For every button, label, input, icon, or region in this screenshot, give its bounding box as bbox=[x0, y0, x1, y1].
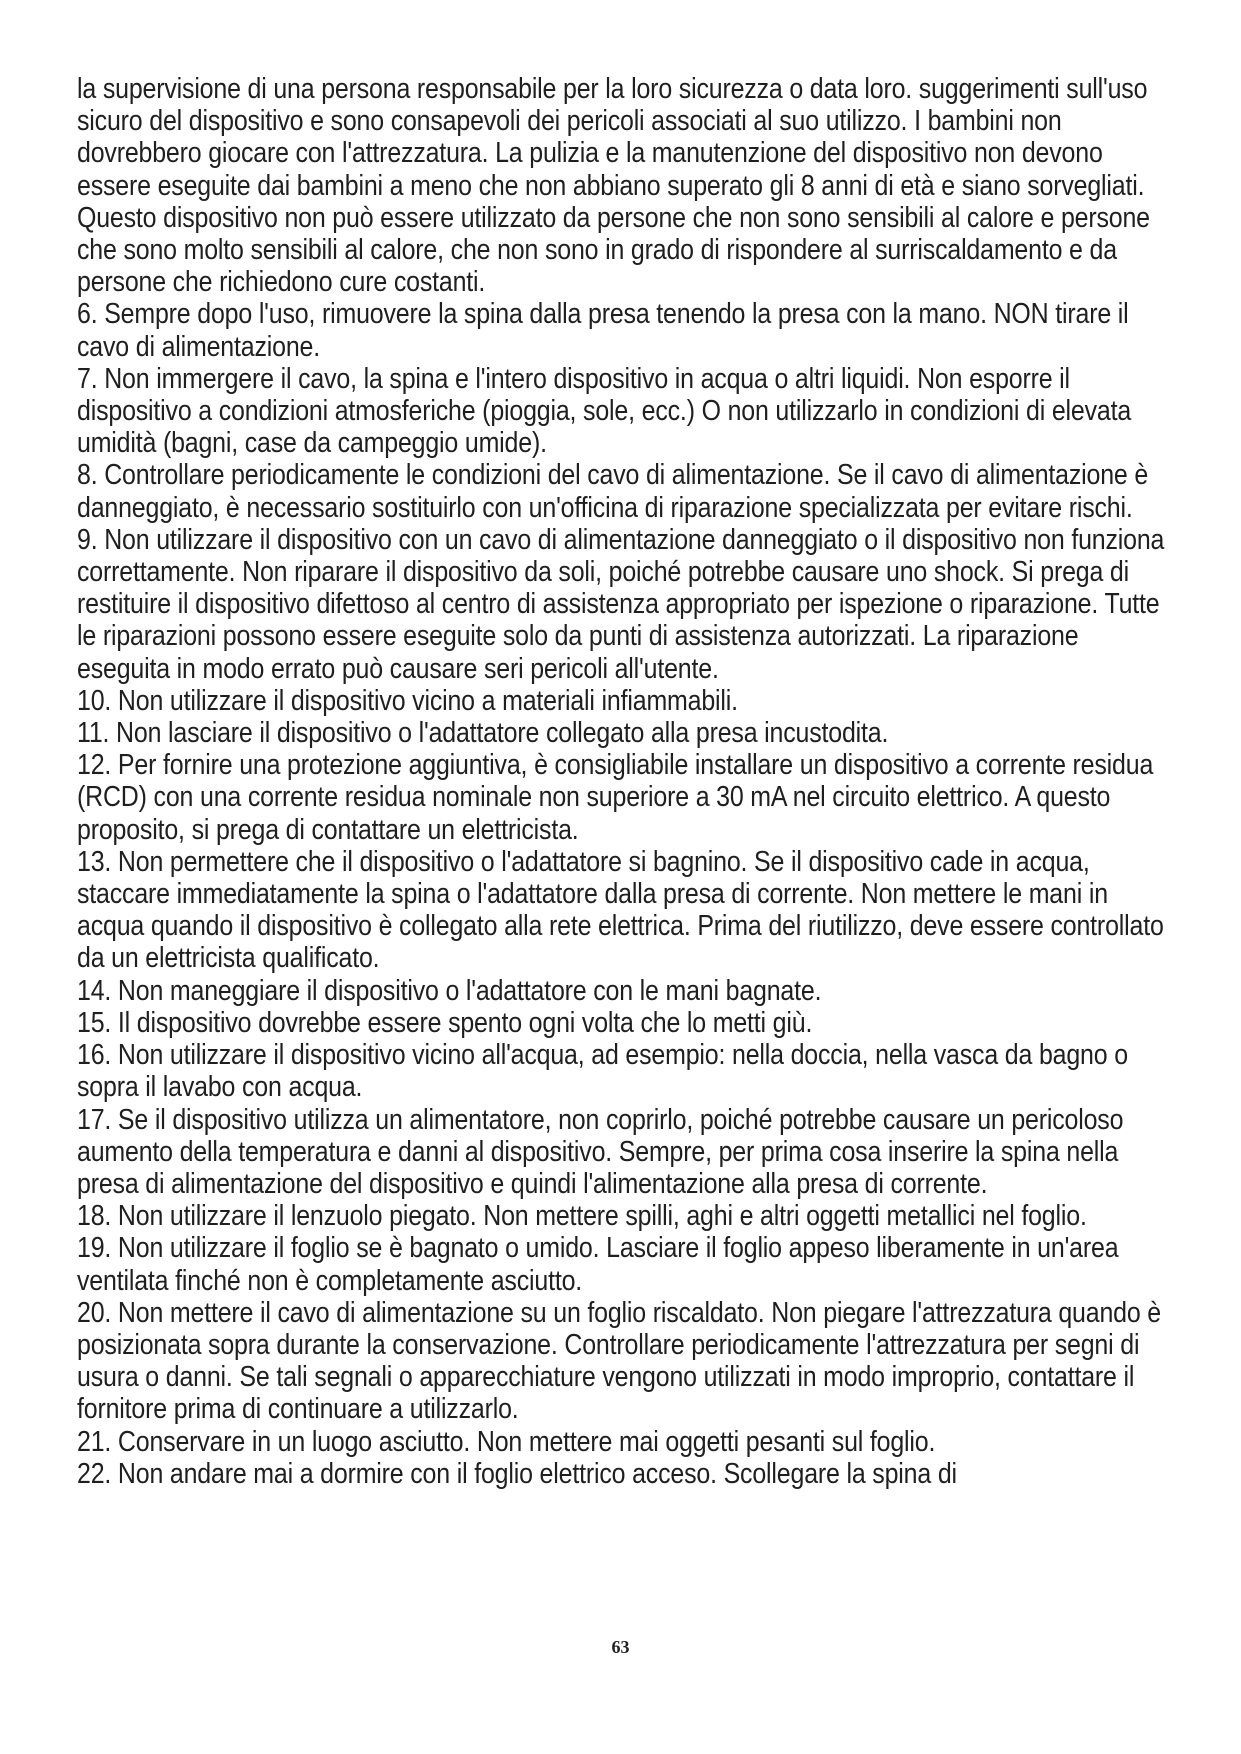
instruction-item-12: 12. Per fornire una protezione aggiuntiva, è consigliabile installare un dispositivo a corrente residua (RCD) con una corrente residua nominale non superiore a 30 mA nel circuito elettrico. A questo proposito, si prega di contattare un elettricista. bbox=[77, 749, 1154, 846]
instruction-item-9: 9. Non utilizzare il dispositivo con un cavo di alimentazione danneggiato o il dispositivo non funziona correttamente. Non riparare il dispositivo da soli, poiché potrebbe causare uno shock. Si prega di restituire il dispositivo difettoso al centro di assistenza appropriato per ispezione o riparazione. Tutte le riparazioni possono essere eseguite solo da punti di assistenza autorizzati. La riparazione eseguita in modo errato può causare seri pericoli all'utente. bbox=[77, 523, 1165, 685]
paragraph-continuation: la supervisione di una persona responsabile per la loro sicurezza o data loro. suggerimenti sull'uso sicuro del dispositivo e sono consapevoli dei pericoli associati al suo utilizzo. I bambini non dovrebbero giocare con l'attrezzatura. La pulizia e la manutenzione del dispositivo non devono essere eseguite dai bambini a meno che non abbiano superato gli 8 anni di età e siano sorvegliati. Questo dispositivo non può essere utilizzato da persone che non sono sensibili al calore e persone che sono molto sensibili al calore, che non sono in grado di rispondere al surriscaldamento e da persone che richiedono cure costanti. bbox=[77, 73, 1150, 299]
instruction-item-16: 16. Non utilizzare il dispositivo vicino all'acqua, ad esempio: nella doccia, nella vasca da bagno o sopra il lavabo con acqua. bbox=[77, 1039, 1128, 1104]
page-number: 63 bbox=[611, 1637, 630, 1657]
instruction-item-13: 13. Non permettere che il dispositivo o l'adattatore si bagnino. Se il dispositivo cade in acqua, staccare immediatamente la spina o l'adattatore dalla presa di corrente. Non mettere le mani in acqua quando il dispositivo è collegato alla rete elettrica. Prima del riutilizzo, deve essere controllato da un elettricista qualificato. bbox=[77, 845, 1164, 975]
instruction-item-7: 7. Non immergere il cavo, la spina e l'intero dispositivo in acqua o altri liquidi. Non esporre il dispositivo a condizioni atmosferiche (pioggia, sole, ecc.) O non utilizzarlo in condizioni di elevata umidità (bagni, case da campeggio umide). bbox=[77, 362, 1132, 460]
instruction-item-19: 19. Non utilizzare il foglio se è bagnato o umido. Lasciare il foglio appeso liberamente in un'area ventilata finché non è completamente asciutto. bbox=[77, 1232, 1119, 1297]
instruction-item-17: 17. Se il dispositivo utilizza un alimentatore, non coprirlo, poiché potrebbe causare un pericoloso aumento della temperatura e danni al dispositivo. Sempre, per prima cosa inserire la spina nella presa di alimentazione del dispositivo e quindi l'alimentazione alla presa di corrente. bbox=[77, 1103, 1124, 1200]
instruction-item-6: 6. Sempre dopo l'uso, rimuovere la spina dalla presa tenendo la presa con la mano. NON tirare il cavo di alimentazione. bbox=[77, 298, 1129, 363]
safety-instructions-text bbox=[77, 73, 1167, 1490]
instruction-item-22: 22. Non andare mai a dormire con il foglio elettrico acceso. Scollegare la spina di bbox=[77, 1457, 957, 1490]
instruction-item-21: 21. Conservare in un luogo asciutto. Non mettere mai oggetti pesanti sul foglio. bbox=[77, 1425, 936, 1458]
instruction-item-18: 18. Non utilizzare il lenzuolo piegato. Non mettere spilli, aghi e altri oggetti metallici nel foglio. bbox=[77, 1200, 1087, 1233]
instruction-item-15: 15. Il dispositivo dovrebbe essere spento ogni volta che lo metti giù. bbox=[77, 1006, 813, 1039]
instruction-item-11: 11. Non lasciare il dispositivo o l'adattatore collegato alla presa incustodita. bbox=[77, 717, 889, 750]
instruction-item-14: 14. Non maneggiare il dispositivo o l'adattatore con le mani bagnate. bbox=[77, 974, 822, 1007]
instruction-item-8: 8. Controllare periodicamente le condizioni del cavo di alimentazione. Se il cavo di alimentazione è danneggiato, è necessario sostituirlo con un'officina di riparazione specializzata per evitare rischi. bbox=[77, 459, 1149, 524]
instruction-item-10: 10. Non utilizzare il dispositivo vicino a materiali infiammabili. bbox=[77, 684, 738, 717]
instruction-item-20: 20. Non mettere il cavo di alimentazione su un foglio riscaldato. Non piegare l'attrezzatura quando è posizionata sopra durante la conservazione. Controllare periodicamente l'attrezzatura per segni di usura o danni. Se tali segnali o apparecchiature vengono utilizzati in modo improprio, contattare il fornitore prima di continuare a utilizzarlo. bbox=[77, 1296, 1162, 1426]
